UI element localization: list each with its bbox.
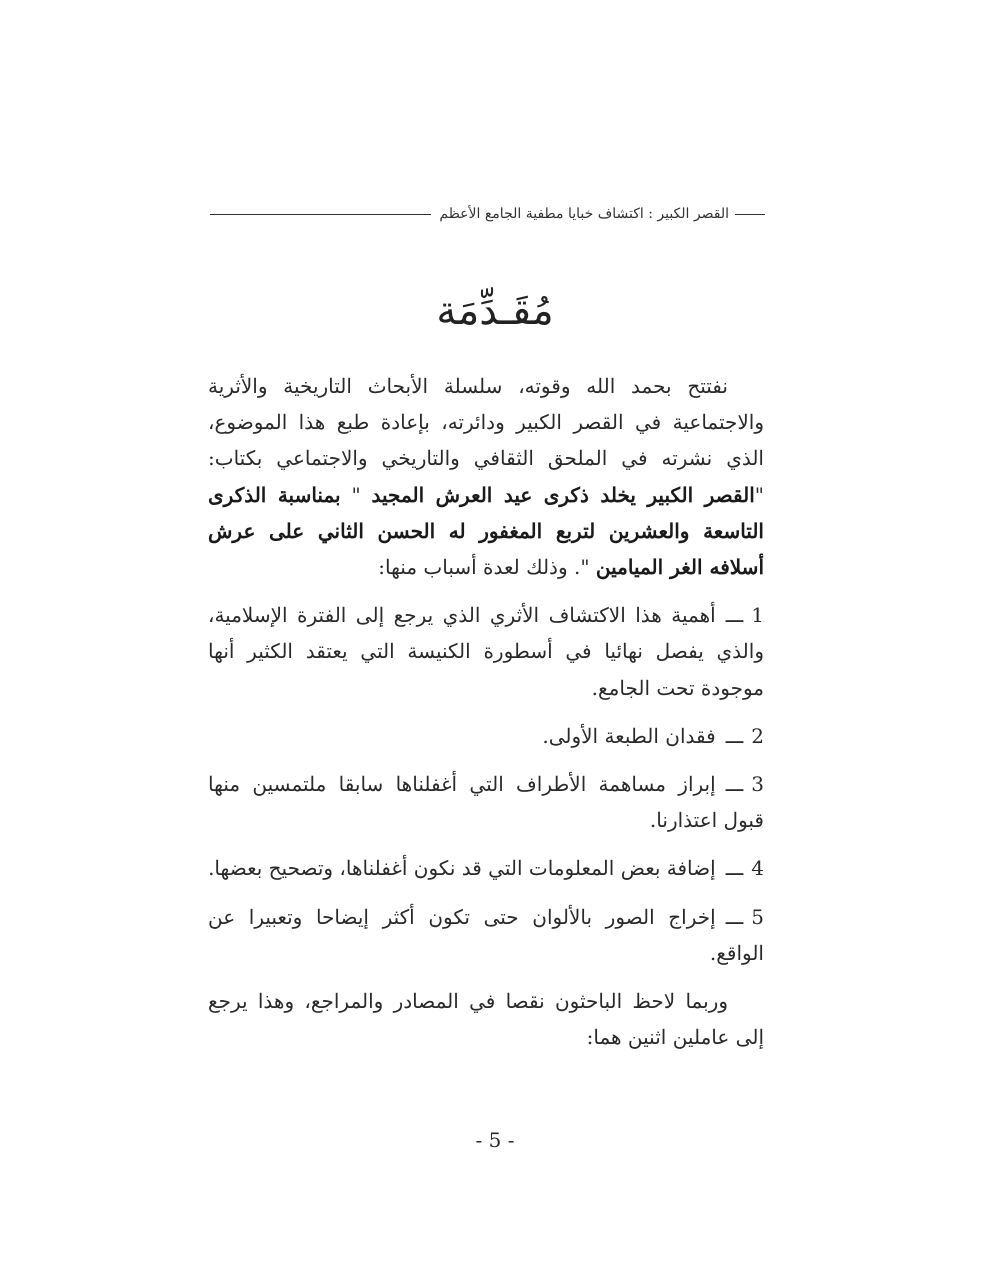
item-dash: ـــ [725,904,744,929]
list-item [208,766,764,838]
list-item [208,899,764,971]
item-number: 5 [751,904,764,929]
item-dash: ـــ [725,723,744,748]
item-text: فقدان الطبعة الأولى. [542,723,716,748]
intro-text-1: نفتتح بحمد الله وقوته، سلسلة الأبحاث التاريخية والأثرية والاجتماعية في القصر الكبير ودائرته، بإعادة طبع هذا الموضوع، الذي نشرته في الملحق الثقافي والتاريخي والاجتماعي بكتاب: " [208,374,764,507]
closing-paragraph: وربما لاحظ الباحثون نقصا في المصادر والمراجع، وهذا يرجع إلى عاملين اثنين هما: [208,989,764,1050]
item-number: 2 [751,723,764,748]
running-header-title: القصر الكبير : اكتشاف خبايا مطفية الجامع الأعظم [439,206,729,222]
item-number: 1 [751,603,764,628]
item-dash: ـــ [725,772,744,797]
list-item [208,718,764,754]
item-text: أهمية هذا الاكتشاف الأثري الذي يرجع إلى الفترة الإسلامية، والذي يفصل نهائيا في أسطورة الكنيسة التي يعتقد الكثير أنها موجودة تحت الجامع. [208,603,764,700]
intro-paragraph [208,368,764,585]
header-lead-rule [735,214,765,215]
running-header [210,203,765,225]
body-text [208,368,764,1055]
item-text: إبراز مساهمة الأطراف التي أغفلناها سابقا ملتمسين منها قبول اعتذارنا. [208,772,764,833]
item-dash: ـــ [725,856,744,881]
book-title-bold: القصر الكبير يخلد ذكرى عيد العرش المجيد [371,482,755,507]
list-item [208,850,764,886]
item-number: 4 [751,856,764,881]
occasion-bold: بمناسبة الذكرى التاسعة والعشرين لتربع المغفور له الحسن الثاني على عرش أسلافه الغر الميامين [208,482,764,580]
item-dash: ـــ [725,603,744,628]
intro-text-3: ". وذلك لعدة أسباب منها: [378,555,596,580]
item-number: 3 [751,772,764,797]
page-title: مُقَـدِّمَة [436,288,554,334]
item-text: إضافة بعض المعلومات التي قد نكون أغفلناها، وتصحيح بعضها. [208,856,716,881]
item-text: إخراج الصور بالألوان حتى تكون أكثر إيضاحا وتعبيرا عن الواقع. [208,904,764,965]
intro-text-2: " [340,482,372,507]
header-rule [210,214,431,215]
page-number: - 5 - [475,1128,515,1152]
list-item [208,597,764,706]
